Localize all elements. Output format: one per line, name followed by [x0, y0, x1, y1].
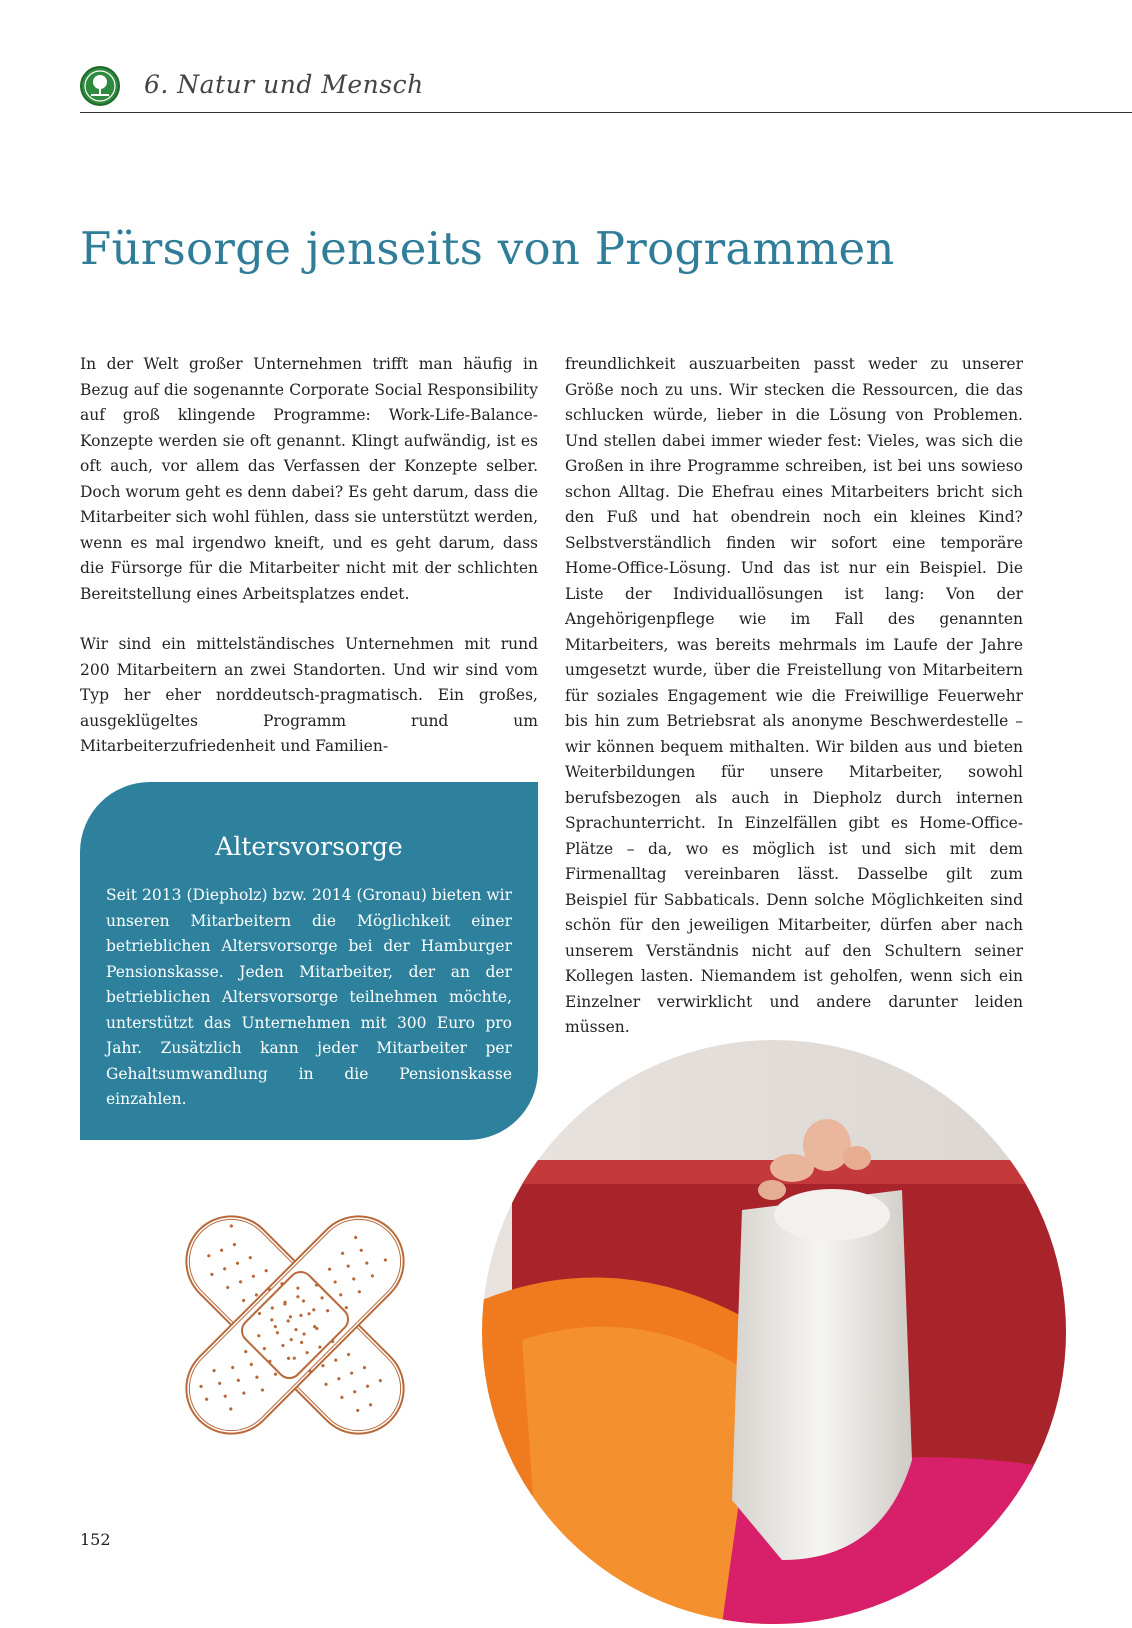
text-column-left: [80, 352, 538, 760]
paragraph: In der Welt großer Unternehmen trifft man häufig in Bezug auf die sogenannte Corporate Social Responsibility auf groß klingende Programme: Work-Life-Balance-Konzepte werden sie oft genannt. Klingt aufwändig, ist es oft auch, vor allem das Verfassen der Konzepte selber. Doch worum geht es denn dabei? Es geht darum, dass die Mitarbeiter sich wohl fühlen, dass sie unterstützt werden, wenn es mal irgendwo kneift, und es geht darum, dass die Fürsorge für die Mitarbeiter nicht mit der schlichten Bereitstellung eines Arbeitsplatzes endet.: [80, 355, 538, 603]
page-number: 152: [80, 1530, 111, 1549]
header-divider: [80, 112, 1132, 113]
chapter-title: 6. Natur und Mensch: [144, 70, 424, 99]
text-column-right: [565, 352, 1023, 1041]
lebensbaum-logo: [80, 66, 120, 106]
broken-foot-photo: [482, 1040, 1066, 1624]
page-header: [80, 62, 1132, 114]
paragraph: Wir sind ein mittelständisches Unternehmen mit rund 200 Mitarbeitern an zwei Standorten. Und wir sind vom Typ her eher norddeutsch-pragmatisch. Ein großes, ausgeklügeltes Programm rund um Mitarbeiterzufriedenheit und Familien-: [80, 635, 538, 755]
paragraph: freundlichkeit auszuarbeiten passt weder zu unserer Größe noch zu uns. Wir stecken die Ressourcen, die das schlucken würde, lieber in die Lösung von Problemen. Und stellen dabei immer wieder fest: Vieles, was sich die Großen in ihre Programme schreiben, ist bei uns sowieso schon Alltag. Die Ehefrau eines Mitarbeiters bricht sich den Fuß und hat obendrein noch ein kleines Kind? Selbstverständlich finden wir sofort eine temporäre Home-Office-Lösung. Und das ist nur ein Beispiel. Die Liste der Individuallösungen ist lang: Von der Angehörigenpflege wie im Fall des genannten Mitarbeiters, was bereits mehrmals im Laufe der Jahre umgesetzt wurde, über die Freistellung von Mitarbeitern für soziales Engagement wie die Freiwillige Feuerwehr bis hin zum Betriebsrat als anonyme Beschwerdestelle – wir können bequem mithalten. Wir bilden aus und bieten Weiterbildungen für unsere Mitarbeiter, sowohl berufsbezogen als auch in Diepholz durch internen Sprachunterricht. In Einzelfällen gibt es Home-Office-Plätze – da, wo es möglich ist und sich mit dem Firmenalltag vereinbaren lässt. Dasselbe gilt zum Beispiel für Sabbaticals. Denn solche Möglichkeiten sind schön für den jeweiligen Mitarbeiter, dürfen aber nach unserem Verständnis nicht auf den Schultern seiner Kollegen lasten. Niemandem ist geholfen, wenn sich ein Einzelner verwirklicht und andere darunter leiden müssen.: [565, 355, 1023, 1036]
info-box-text: Seit 2013 (Diepholz) bzw. 2014 (Gronau) bieten wir unseren Mitarbeitern die Möglichkeit einer betrieblichen Altersvorsorge bei der Hamburger Pensionskasse. Jeden Mitarbeiter, der an der betrieblichen Altersvorsorge teilnehmen möchte, unterstützt das Unternehmen mit 300 Euro pro Jahr. Zusätzlich kann jeder Mitarbeiter per Gehaltsumwandlung in die Pensionskasse einzahlen.: [106, 886, 512, 1108]
page-title: Fürsorge jenseits von Programmen: [80, 222, 895, 275]
bandage-illustration: [140, 1170, 450, 1480]
info-box-altersvorsorge: [80, 782, 538, 1140]
info-box-title: Altersvorsorge: [215, 832, 403, 861]
